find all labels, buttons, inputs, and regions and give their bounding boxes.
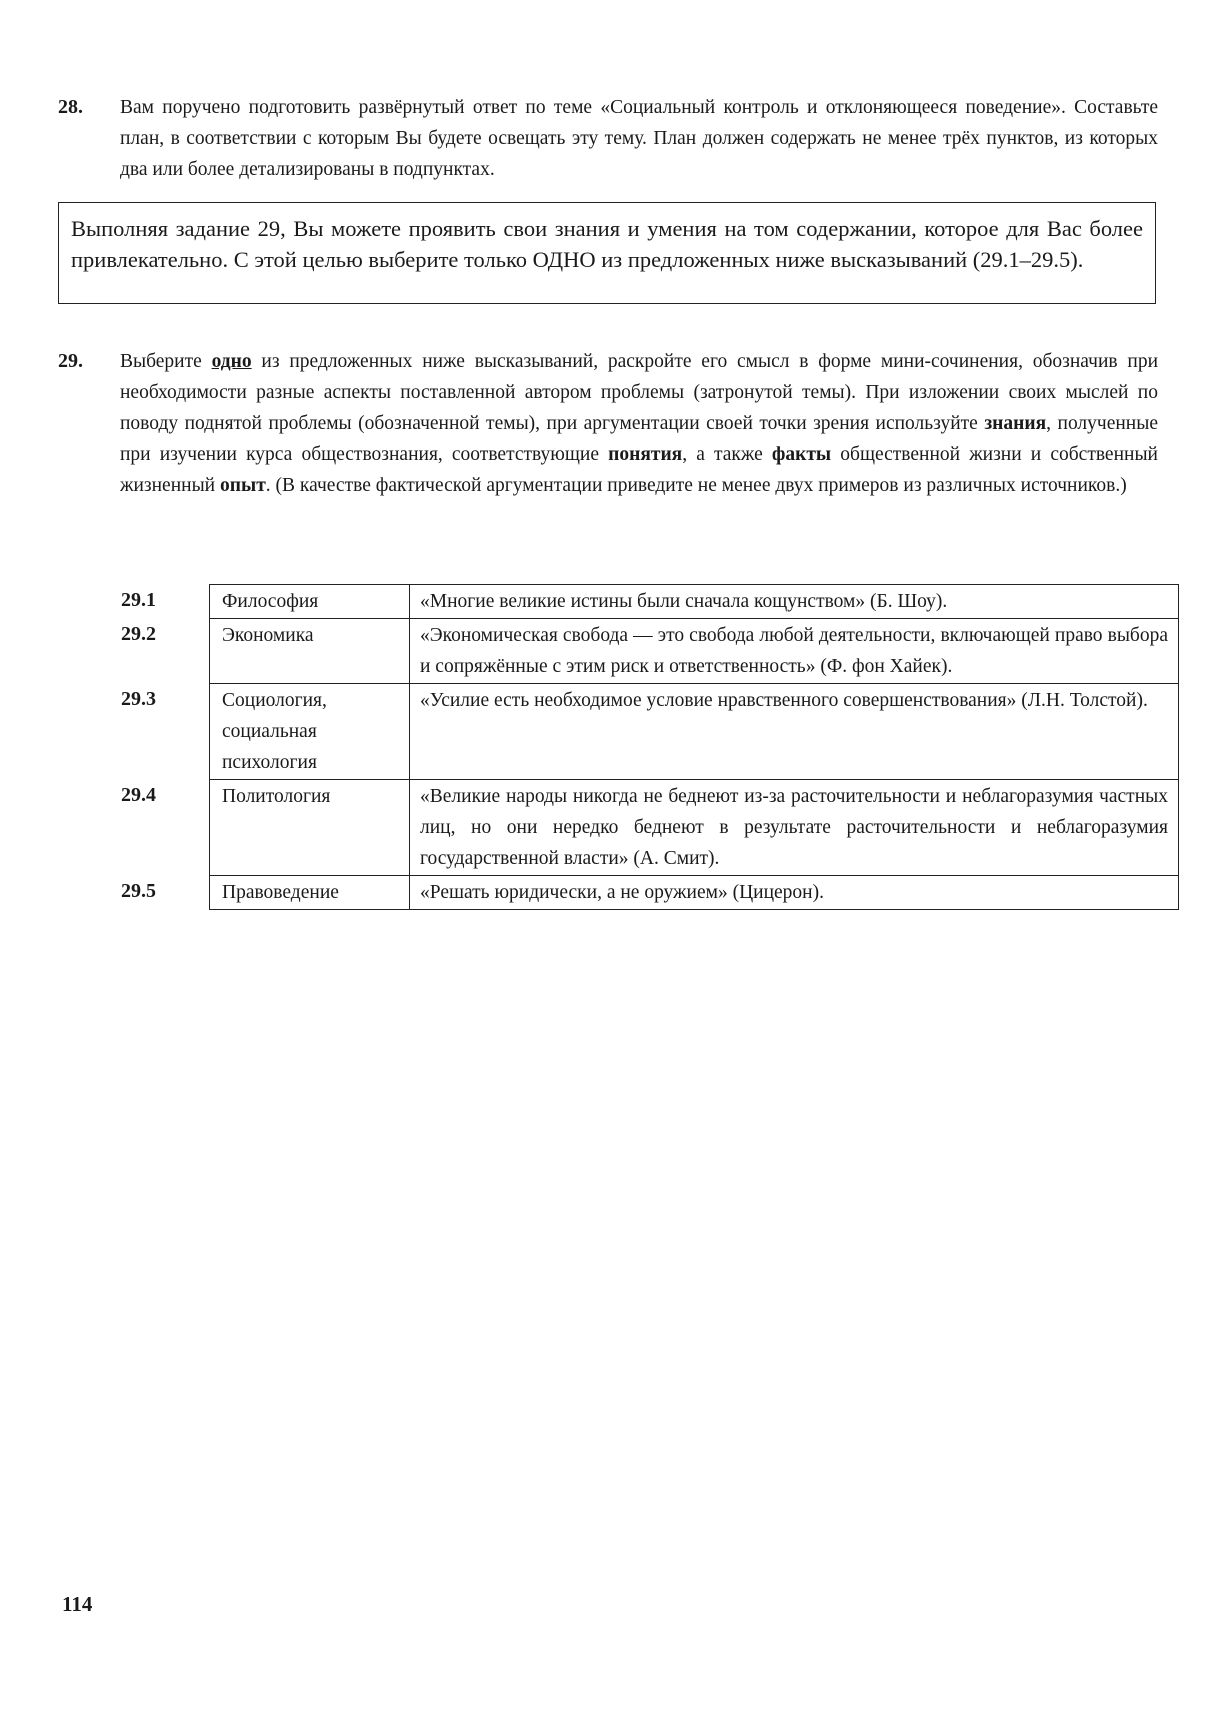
option-row — [118, 876, 1179, 910]
option-row — [118, 619, 1179, 684]
task-29-text-part: . (В качестве фактической аргументации приведите не менее двух примеров из различных источников.) — [265, 475, 1127, 496]
option-number: 29.4 — [121, 783, 156, 806]
option-subject: Правоведение — [210, 876, 410, 910]
option-subject: Экономика — [210, 619, 410, 684]
emphasis-opyt: опыт — [220, 475, 266, 496]
task-29-text-part: , полученные при изучении курса обществознания, соответствующие — [120, 413, 1159, 465]
emphasis-fakty: факты — [771, 444, 832, 465]
option-quote: «Великие народы никогда не беднеют из-за расточительности и неблагоразумия частных лиц, но они нередко беднеют в результате расточительности и неблагоразумия государственной власти» (А. Смит). — [410, 780, 1179, 876]
option-quote: «Экономическая свобода — это свобода любой деятельности, включающей право выбора и сопряжённые с этим риск и ответственность» (Ф. фон Хайек). — [410, 619, 1179, 684]
option-row — [118, 684, 1179, 780]
task-28 — [58, 92, 1158, 185]
emphasis-ponyatiya: понятия — [608, 444, 683, 465]
task-29-text-part: из предложенных ниже высказываний, раскройте его смысл в форме мини-сочинения, обозначив при необходимости разные аспекты поставленной автором проблемы (затронутой темы). При изложении своих мыслей по поводу поднятой проблемы (обозначенной темы), при аргументации своей точки зрения используйте — [120, 351, 1159, 434]
option-quote: «Усилие есть необходимое условие нравственного совершенствования» (Л.Н. Толстой). — [410, 684, 1179, 780]
option-subject: Социология, социальная психология — [210, 684, 410, 780]
option-number: 29.1 — [121, 588, 156, 611]
option-number: 29.3 — [121, 687, 156, 710]
option-number: 29.5 — [121, 879, 156, 902]
task-28-number: 28. — [58, 96, 83, 118]
task-29-text-part: Выберите — [120, 351, 212, 372]
task-28-text: Вам поручено подготовить развёрнутый ответ по теме «Социальный контроль и отклоняющееся поведение». Составьте план, в соответствии с которым Вы будете освещать эту тему. План должен содержать не менее трёх пунктов, из которых два или более детализированы в подпунктах. — [120, 97, 1158, 180]
emphasis-znaniya: знания — [984, 413, 1047, 434]
task-29 — [58, 346, 1158, 501]
page-number: 114 — [62, 1592, 93, 1616]
quote-options-table — [118, 584, 1179, 910]
task-29-text-part: общественной жизни и собственный жизненный — [120, 444, 1158, 496]
task-29-text — [120, 346, 1158, 501]
option-subject: Политология — [210, 780, 410, 876]
option-quote: «Многие великие истины были сначала кощунством» (Б. Шоу). — [410, 585, 1179, 619]
task-29-number: 29. — [58, 350, 83, 372]
emphasis-odno: одно — [211, 351, 252, 372]
option-row — [118, 585, 1179, 619]
option-quote: «Решать юридически, а не оружием» (Цицерон). — [410, 876, 1179, 910]
option-row — [118, 780, 1179, 876]
option-number: 29.2 — [121, 622, 156, 645]
task-29-text-part: , а также — [682, 444, 772, 465]
option-subject: Философия — [210, 585, 410, 619]
task-29-notice-box: Выполняя задание 29, Вы можете проявить свои знания и умения на том содержании, которое для Вас более привлекательно. С этой целью выберите только ОДНО из предложенных ниже высказываний (29.1–29.5). — [58, 202, 1156, 304]
